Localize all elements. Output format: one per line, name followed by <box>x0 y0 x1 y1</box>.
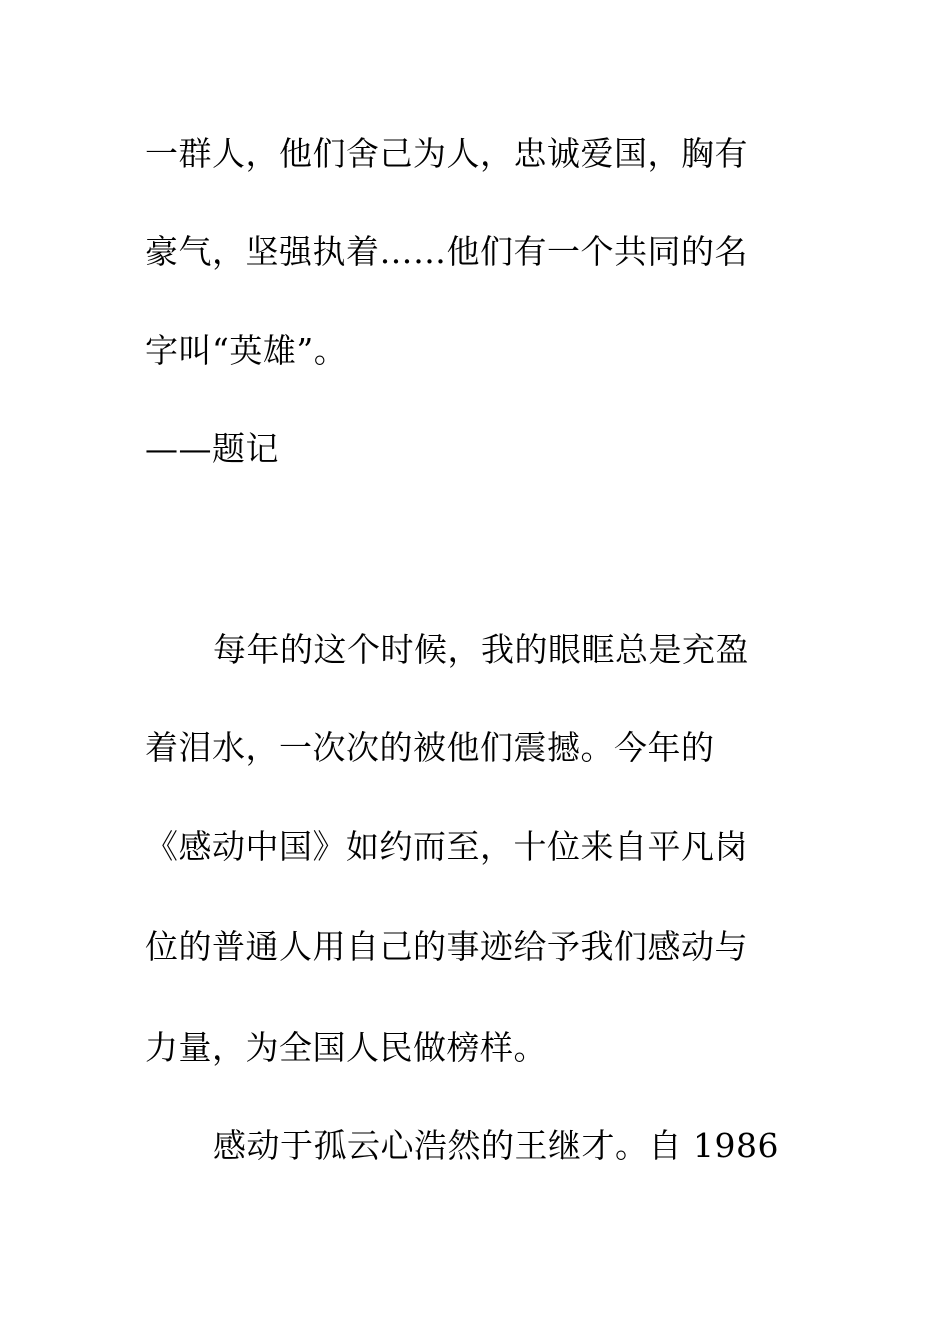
epigraph-attribution: ——题记 <box>145 429 279 468</box>
epigraph-line-2: 豪气，坚强执着……他们有一个共同的名 <box>145 232 748 271</box>
paragraph-1-line-2: 着泪水，一次次的被他们震撼。今年的 <box>145 728 715 767</box>
paragraph-1-line-3: 《感动中国》如约而至，十位来自平凡岗 <box>145 827 748 866</box>
paragraph-1-line-1: 每年的这个时候，我的眼眶总是充盈 <box>213 630 749 669</box>
paragraph-2-line-1: 感动于孤云心浩然的王继才。自 1986 <box>213 1126 779 1165</box>
paragraph-1-line-4: 位的普通人用自己的事迹给予我们感动与 <box>145 927 748 966</box>
epigraph-line-3: 字叫“英雄”。 <box>145 331 348 370</box>
paragraph-1-line-5: 力量，为全国人民做榜样。 <box>145 1028 547 1067</box>
epigraph-line-1: 一群人，他们舍己为人，忠诚爱国，胸有 <box>145 134 748 173</box>
